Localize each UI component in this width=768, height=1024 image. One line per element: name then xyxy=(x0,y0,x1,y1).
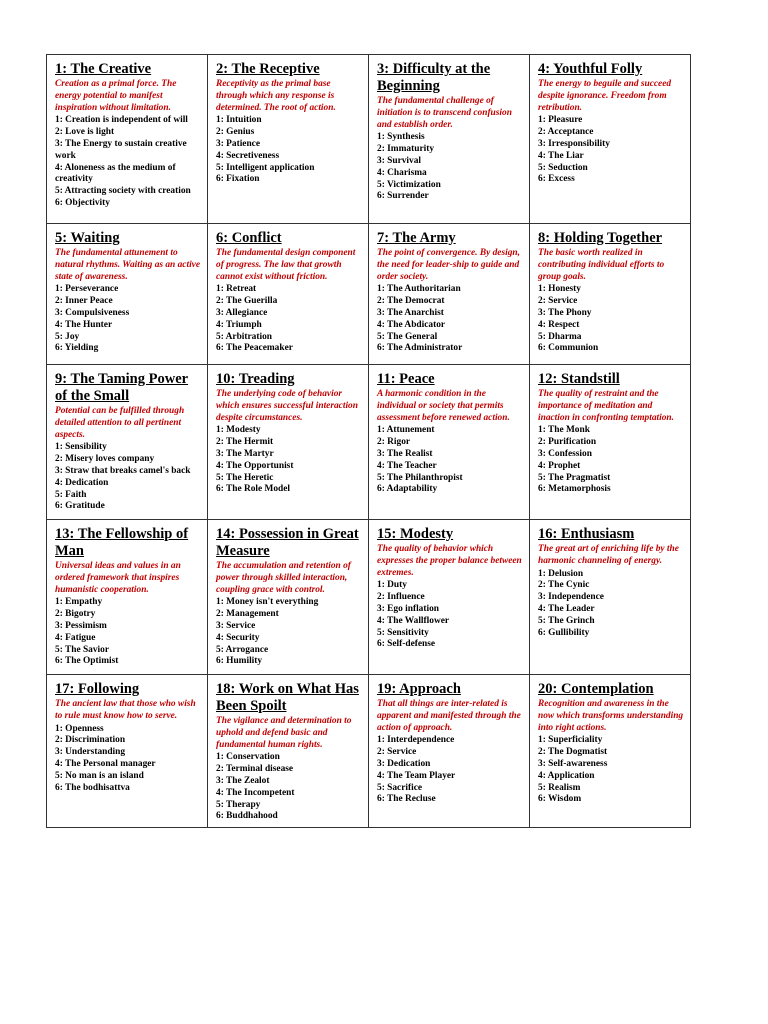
hexagram-line: 2: Genius xyxy=(216,127,255,138)
hexagram-title: 14: Possession in Great Measure xyxy=(216,526,359,559)
hexagram-line: 4: Dedication xyxy=(55,477,109,488)
hexagram-line: 5: The Grinch xyxy=(538,615,595,626)
hexagram-description: The vigilance and determination to uphold and defend basic and fundamental human rights. xyxy=(216,716,352,750)
hexagram-description: That all things are inter-related is apparent and manifested through the action of approach. xyxy=(377,699,521,733)
hexagram-line: 6: Buddhahood xyxy=(216,811,278,822)
hexagram-line: 6: Metamorphosis xyxy=(538,484,611,495)
hexagram-line: 2: Purification xyxy=(538,437,597,448)
hexagram-cell xyxy=(47,520,208,675)
hexagram-cell xyxy=(530,520,691,675)
hexagram-title: 7: The Army xyxy=(377,230,456,246)
hexagram-description: Universal ideas and values in an ordered framework that inspires humanistic cooperation. xyxy=(55,561,181,595)
hexagram-line: 4: The Team Player xyxy=(377,770,456,781)
hexagram-lines xyxy=(55,284,201,355)
hexagram-description: Recognition and awareness in the now which transforms understanding into right actions. xyxy=(538,699,684,733)
hexagram-lines xyxy=(216,752,362,823)
hexagram-cell xyxy=(530,224,691,365)
hexagram-line: 2: The Guerilla xyxy=(216,296,278,307)
hexagram-grid xyxy=(46,54,691,828)
hexagram-line: 6: Communion xyxy=(538,343,599,354)
hexagram-line: 2: The Democrat xyxy=(377,296,445,307)
hexagram-line: 2: Misery loves company xyxy=(55,454,155,465)
hexagram-line: 5: Faith xyxy=(55,489,87,500)
hexagram-cell xyxy=(208,675,369,828)
hexagram-line: 1: The Authoritarian xyxy=(377,284,461,295)
hexagram-lines xyxy=(216,425,362,496)
hexagram-line: 3: Service xyxy=(216,620,256,631)
hexagram-line: 3: Confession xyxy=(538,448,592,459)
hexagram-line: 4: Respect xyxy=(538,319,580,330)
hexagram-title: 3: Difficulty at the Beginning xyxy=(377,61,491,94)
hexagram-line: 2: Service xyxy=(377,747,417,758)
hexagram-line: 1: Perseverance xyxy=(55,284,119,295)
hexagram-line: 6: Wisdom xyxy=(538,794,582,805)
hexagram-line: 2: Discrimination xyxy=(55,735,126,746)
hexagram-lines xyxy=(55,724,201,795)
hexagram-line: 6: Gratitude xyxy=(55,501,105,512)
hexagram-title: 4: Youthful Folly xyxy=(538,61,643,77)
hexagram-lines xyxy=(55,115,201,209)
hexagram-line: 2: The Dogmatist xyxy=(538,747,608,758)
hexagram-title: 19: Approach xyxy=(377,681,461,697)
hexagram-line: 1: Delusion xyxy=(538,568,584,579)
hexagram-line: 2: Bigotry xyxy=(55,609,96,620)
hexagram-line: 3: The Zealot xyxy=(216,775,270,786)
hexagram-line: 5: Victimization xyxy=(377,179,441,190)
hexagram-line: 3: Independence xyxy=(538,592,604,603)
hexagram-line: 5: No man is an island xyxy=(55,770,144,781)
hexagram-line: 5: The Heretic xyxy=(216,472,274,483)
hexagram-line: 4: Triumph xyxy=(216,319,262,330)
hexagram-line: 3: The Realist xyxy=(377,448,433,459)
hexagram-line: 4: The Liar xyxy=(538,150,584,161)
hexagram-line: 6: The Recluse xyxy=(377,794,436,805)
hexagram-line: 1: Duty xyxy=(377,580,407,591)
hexagram-title: 20: Contemplation xyxy=(538,681,654,697)
hexagram-line: 4: Security xyxy=(216,632,260,643)
hexagram-line: 5: The Pragmatist xyxy=(538,472,611,483)
hexagram-line: 1: Sensibility xyxy=(55,442,107,453)
hexagram-title: 17: Following xyxy=(55,681,140,697)
hexagram-line: 5: Attracting society with creation xyxy=(55,186,191,197)
hexagram-title: 12: Standstill xyxy=(538,371,620,387)
hexagram-line: 4: Fatigue xyxy=(55,632,96,643)
hexagram-cell xyxy=(530,675,691,828)
hexagram-lines xyxy=(216,115,362,186)
hexagram-description: The accumulation and retention of power through skilled interaction, coupling grace with control. xyxy=(216,561,351,595)
hexagram-line: 2: Immaturity xyxy=(377,144,435,155)
hexagram-line: 5: Realism xyxy=(538,782,581,793)
hexagram-line: 5: Arrogance xyxy=(216,644,269,655)
hexagram-description: Receptivity as the primal base through which any response is determined. The root of action. xyxy=(216,79,336,113)
hexagram-title: 16: Enthusiasm xyxy=(538,526,635,542)
hexagram-line: 1: Conservation xyxy=(216,752,280,763)
hexagram-cell xyxy=(208,520,369,675)
hexagram-description: The point of convergence. By design, the need for leader-ship to guide and order society. xyxy=(377,248,520,282)
hexagram-title: 6: Conflict xyxy=(216,230,282,246)
hexagram-cell xyxy=(369,675,530,828)
hexagram-line: 4: Aloneness as the medium of creativity xyxy=(55,162,176,185)
hexagram-title: 18: Work on What Has Been Spoilt xyxy=(216,681,359,714)
hexagram-line: 5: Therapy xyxy=(216,799,261,810)
hexagram-lines xyxy=(216,284,362,355)
hexagram-line: 3: Ego inflation xyxy=(377,603,439,614)
hexagram-description: The underlying code of behavior which ensures successful interaction despite circumstances. xyxy=(216,389,358,423)
hexagram-title: 10: Treading xyxy=(216,371,295,387)
hexagram-description: The basic worth realized in contributing individual efforts to group goals. xyxy=(538,248,665,282)
hexagram-line: 3: Survival xyxy=(377,155,422,166)
hexagram-title: 1: The Creative xyxy=(55,61,152,77)
hexagram-line: 2: Acceptance xyxy=(538,127,594,138)
hexagram-line: 6: Surrender xyxy=(377,191,429,202)
hexagram-line: 6: The Administrator xyxy=(377,343,463,354)
hexagram-line: 3: The Phony xyxy=(538,307,592,318)
hexagram-line: 3: Irresponsibility xyxy=(538,138,610,149)
grid-row xyxy=(47,520,691,675)
hexagram-cell xyxy=(208,55,369,224)
hexagram-line: 1: Synthesis xyxy=(377,132,425,143)
hexagram-cell xyxy=(208,224,369,365)
hexagram-lines xyxy=(377,425,523,496)
hexagram-line: 1: Retreat xyxy=(216,284,257,295)
hexagram-line: 5: The Savior xyxy=(55,644,109,655)
hexagram-cell xyxy=(208,365,369,520)
hexagram-lines xyxy=(538,425,684,496)
hexagram-line: 4: The Hunter xyxy=(55,319,113,330)
hexagram-line: 3: Understanding xyxy=(55,747,126,758)
hexagram-description: The quality of restraint and the importance of meditation and inaction in confronting temptation. xyxy=(538,389,674,423)
hexagram-description: Creation as a primal force. The energy potential to manifest inspiration without limitation. xyxy=(55,79,177,113)
hexagram-line: 6: Self-defense xyxy=(377,639,436,650)
hexagram-description: The fundamental challenge of initiation is to transcend confusion and establish order. xyxy=(377,96,512,130)
hexagram-line: 6: The bodhisattva xyxy=(55,782,130,793)
hexagram-cell xyxy=(47,55,208,224)
hexagram-line: 1: Pleasure xyxy=(538,115,583,126)
hexagram-lines xyxy=(55,597,201,668)
hexagram-line: 6: Yielding xyxy=(55,343,99,354)
hexagram-line: 1: Superficiality xyxy=(538,735,603,746)
hexagram-line: 3: Compulsiveness xyxy=(55,307,130,318)
hexagram-line: 3: Self-awareness xyxy=(538,758,608,769)
hexagram-line: 4: The Opportunist xyxy=(216,460,294,471)
hexagram-line: 3: Allegiance xyxy=(216,307,268,318)
grid-row xyxy=(47,55,691,224)
hexagram-cell xyxy=(369,224,530,365)
hexagram-sheet xyxy=(46,54,691,828)
hexagram-description: The great art of enriching life by the harmonic channeling of energy. xyxy=(538,544,679,566)
hexagram-line: 6: Fixation xyxy=(216,174,260,185)
hexagram-lines xyxy=(538,569,684,640)
hexagram-lines xyxy=(538,735,684,806)
hexagram-title: 2: The Receptive xyxy=(216,61,320,77)
hexagram-description: Potential can be fulfilled through detailed attention to all pertinent aspects. xyxy=(55,406,185,440)
grid-row xyxy=(47,365,691,520)
hexagram-title: 13: The Fellowship of Man xyxy=(55,526,189,559)
hexagram-line: 6: The Peacemaker xyxy=(216,343,293,354)
hexagram-line: 4: The Leader xyxy=(538,603,595,614)
hexagram-line: 6: Gullibility xyxy=(538,627,590,638)
hexagram-lines xyxy=(55,442,201,513)
hexagram-line: 5: Intelligent application xyxy=(216,162,315,173)
hexagram-line: 2: Terminal disease xyxy=(216,764,294,775)
hexagram-line: 5: Arbitration xyxy=(216,331,272,342)
hexagram-line: 1: Honesty xyxy=(538,284,581,295)
hexagram-line: 6: The Optimist xyxy=(55,656,119,667)
hexagram-title: 11: Peace xyxy=(377,371,435,387)
hexagram-description: The energy to beguile and succeed despite ignorance. Freedom from retribution. xyxy=(538,79,672,113)
hexagram-line: 3: The Martyr xyxy=(216,448,274,459)
hexagram-line: 5: Seduction xyxy=(538,162,588,173)
hexagram-title: 5: Waiting xyxy=(55,230,120,246)
hexagram-lines xyxy=(538,115,684,186)
hexagram-lines xyxy=(377,580,523,651)
hexagram-description: The ancient law that those who wish to rule must know how to serve. xyxy=(55,699,196,721)
hexagram-line: 1: Attunement xyxy=(377,425,435,436)
hexagram-line: 5: The Philanthropist xyxy=(377,472,463,483)
hexagram-line: 6: Humility xyxy=(216,656,263,667)
hexagram-line: 4: Secretiveness xyxy=(216,150,280,161)
hexagram-line: 2: Management xyxy=(216,609,279,620)
hexagram-line: 4: The Incompetent xyxy=(216,787,295,798)
hexagram-line: 5: Sensitivity xyxy=(377,627,429,638)
hexagram-line: 1: Interdependence xyxy=(377,735,455,746)
hexagram-line: 3: Patience xyxy=(216,138,260,149)
hexagram-cell xyxy=(369,520,530,675)
hexagram-cell xyxy=(47,365,208,520)
hexagram-line: 5: The General xyxy=(377,331,438,342)
hexagram-lines xyxy=(538,284,684,355)
hexagram-line: 5: Joy xyxy=(55,331,80,342)
hexagram-line: 4: The Abdicator xyxy=(377,319,446,330)
hexagram-description: The quality of behavior which expresses the proper balance between extremes. xyxy=(377,544,522,578)
hexagram-line: 6: Objectivity xyxy=(55,197,110,208)
hexagram-title: 9: The Taming Power of the Small xyxy=(55,371,189,404)
hexagram-description: The fundamental attunement to natural rhythms. Waiting as an active state of awareness. xyxy=(55,248,200,282)
hexagram-line: 2: Rigor xyxy=(377,437,411,448)
hexagram-line: 6: Adaptability xyxy=(377,484,438,495)
hexagram-line: 2: Inner Peace xyxy=(55,296,113,307)
hexagram-line: 2: The Cynic xyxy=(538,580,590,591)
hexagram-line: 4: The Teacher xyxy=(377,460,437,471)
hexagram-lines xyxy=(377,132,523,203)
hexagram-cell xyxy=(369,55,530,224)
hexagram-line: 5: Dharma xyxy=(538,331,582,342)
hexagram-line: 6: The Role Model xyxy=(216,484,291,495)
hexagram-line: 3: Straw that breaks camel's back xyxy=(55,465,191,476)
hexagram-line: 3: Pessimism xyxy=(55,620,107,631)
hexagram-line: 3: Dedication xyxy=(377,758,431,769)
hexagram-line: 1: Money isn't everything xyxy=(216,597,319,608)
hexagram-line: 3: The Anarchist xyxy=(377,307,444,318)
hexagram-cell xyxy=(530,365,691,520)
hexagram-line: 3: The Energy to sustain creative work xyxy=(55,138,187,161)
hexagram-line: 1: Creation is independent of will xyxy=(55,115,188,126)
hexagram-line: 5: Sacrifice xyxy=(377,782,423,793)
hexagram-line: 2: The Hermit xyxy=(216,437,274,448)
hexagram-line: 1: Empathy xyxy=(55,597,103,608)
hexagram-line: 6: Excess xyxy=(538,174,575,185)
hexagram-line: 2: Love is light xyxy=(55,127,115,138)
grid-row xyxy=(47,224,691,365)
hexagram-line: 1: The Monk xyxy=(538,425,590,436)
hexagram-title: 15: Modesty xyxy=(377,526,454,542)
hexagram-lines xyxy=(216,597,362,668)
hexagram-description: The fundamental design component of progress. The law that growth cannot exist without friction. xyxy=(216,248,356,282)
hexagram-line: 2: Influence xyxy=(377,592,425,603)
hexagram-line: 2: Service xyxy=(538,296,578,307)
hexagram-cell xyxy=(530,55,691,224)
hexagram-description: A harmonic condition in the individual or society that permits assessment before renewed action. xyxy=(377,389,510,423)
hexagram-lines xyxy=(377,735,523,806)
hexagram-line: 1: Modesty xyxy=(216,425,261,436)
grid-row xyxy=(47,675,691,828)
hexagram-line: 1: Openness xyxy=(55,723,104,734)
hexagram-title: 8: Holding Together xyxy=(538,230,663,246)
hexagram-line: 1: Intuition xyxy=(216,115,262,126)
hexagram-line: 4: Application xyxy=(538,770,595,781)
hexagram-line: 4: The Personal manager xyxy=(55,758,156,769)
hexagram-cell xyxy=(47,224,208,365)
hexagram-line: 4: Charisma xyxy=(377,167,427,178)
hexagram-cell xyxy=(47,675,208,828)
hexagram-line: 4: Prophet xyxy=(538,460,581,471)
hexagram-line: 4: The Wallflower xyxy=(377,615,450,626)
hexagram-lines xyxy=(377,284,523,355)
hexagram-cell xyxy=(369,365,530,520)
